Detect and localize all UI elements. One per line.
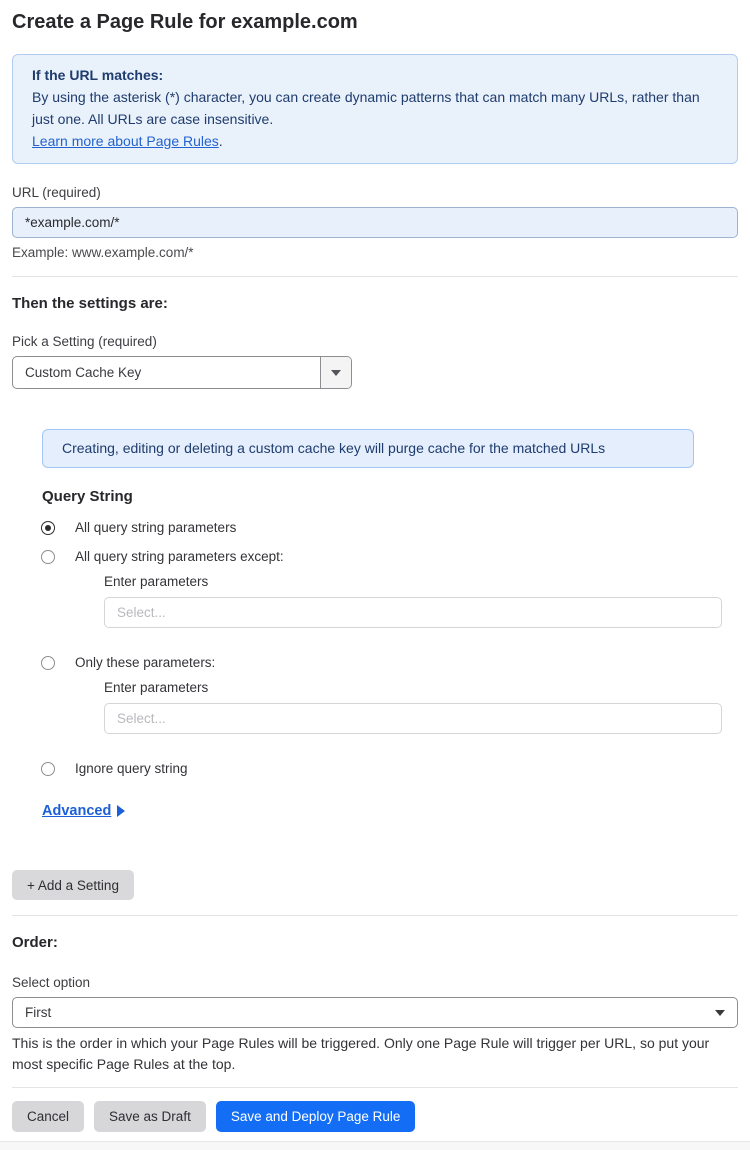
order-select-label: Select option: [12, 975, 91, 990]
cache-key-notice: Creating, editing or deleting a custom cache key will purge cache for the matched URLs: [42, 429, 694, 468]
radio-icon[interactable]: [41, 521, 55, 535]
only-parameters-field: [104, 680, 738, 734]
radio-label: Ignore query string: [75, 761, 188, 776]
radio-option-all-params[interactable]: [41, 520, 738, 536]
radio-icon[interactable]: [41, 550, 55, 564]
footer-actions: [12, 1101, 738, 1132]
divider: [12, 276, 738, 277]
caret-down-icon: [715, 1010, 725, 1016]
order-select[interactable]: [12, 997, 738, 1028]
url-input[interactable]: [12, 207, 738, 238]
radio-label: Only these parameters:: [75, 655, 216, 670]
except-parameters-field: [104, 574, 738, 628]
caret-right-icon: [117, 805, 125, 817]
except-parameters-input[interactable]: [104, 597, 722, 628]
divider: [12, 915, 738, 916]
pick-setting-label: Pick a Setting (required): [12, 334, 157, 349]
setting-dropdown[interactable]: [12, 356, 352, 389]
radio-option-all-except[interactable]: [41, 549, 738, 565]
radio-label: All query string parameters except:: [75, 549, 284, 564]
order-section-heading: Order:: [12, 934, 58, 951]
url-example-text: Example: www.example.com/*: [12, 245, 194, 260]
advanced-link[interactable]: Advanced: [42, 803, 112, 819]
radio-icon[interactable]: [41, 656, 55, 670]
enter-parameters-label: Enter parameters: [104, 680, 209, 695]
info-box-heading: If the URL matches:: [32, 67, 164, 83]
radio-option-only-these[interactable]: [41, 655, 738, 671]
info-box-link-line: [32, 130, 718, 152]
enter-parameters-label: Enter parameters: [104, 574, 209, 589]
cancel-button[interactable]: Cancel: [12, 1101, 84, 1132]
only-parameters-input[interactable]: [104, 703, 722, 734]
link-suffix: .: [218, 133, 223, 149]
url-match-info-box: [12, 54, 738, 164]
url-field-label: URL (required): [12, 185, 101, 200]
advanced-toggle[interactable]: [42, 803, 125, 819]
radio-option-ignore-query[interactable]: [41, 761, 738, 777]
radio-icon[interactable]: [41, 762, 55, 776]
info-box-body: By using the asterisk (*) character, you can create dynamic patterns that can match many URLs, rather than just one. All URLs are case insensitive.: [32, 89, 700, 127]
setting-dropdown-arrow-box[interactable]: [320, 357, 351, 388]
learn-more-link[interactable]: Learn more about Page Rules: [32, 133, 219, 149]
order-help-text: This is the order in which your Page Rules will be triggered. Only one Page Rule will trigger per URL, so put your most specific Page Rules at the top.: [12, 1035, 710, 1072]
setting-dropdown-value: Custom Cache Key: [25, 365, 142, 380]
query-string-heading: Query String: [42, 488, 133, 505]
page-title: Create a Page Rule for example.com: [12, 11, 358, 33]
radio-label: All query string parameters: [75, 520, 237, 535]
order-select-value: First: [25, 1005, 52, 1020]
settings-section-heading: Then the settings are:: [12, 295, 168, 312]
add-setting-button[interactable]: + Add a Setting: [12, 870, 134, 900]
divider: [12, 1087, 738, 1088]
caret-down-icon: [331, 370, 341, 376]
save-draft-button[interactable]: Save as Draft: [94, 1101, 206, 1132]
page-bottom-strip: [0, 1141, 750, 1150]
save-deploy-button[interactable]: Save and Deploy Page Rule: [216, 1101, 416, 1132]
query-string-options: [41, 520, 738, 777]
